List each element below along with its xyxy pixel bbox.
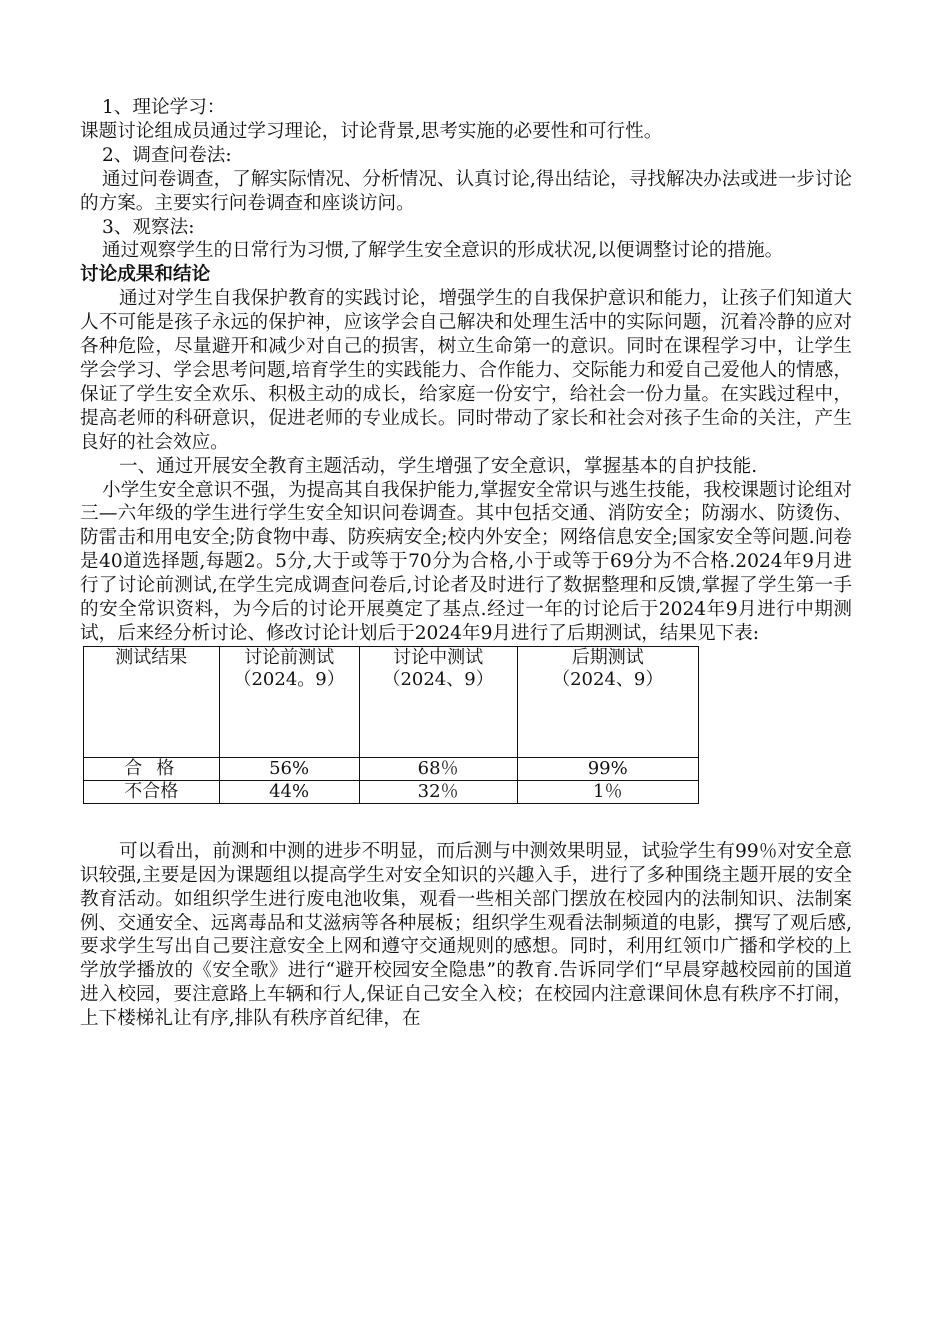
- method-1-title: 1、理论学习：: [102, 97, 226, 118]
- results-paragraph: 通过对学生自我保护教育的实践讨论，增强学生的自我保护意识和能力，让孩子们知道大人不可能是孩子永远的保护神，应该学会自己解决和处理生活中的实际问题，沉着冷静的应对各种危险，尽量避开和减少对自己的损害，树立生命第一的意识。同时在课程学习中，让学生学会学习、学会思考问题,培育学生的实践能力、合作能力、交际能力和爱自己爱他人的情感，保证了学生安全欢乐、积极主动的成长，给家庭一份安宁，给社会一份力量。在实践过程中，提高老师的科研意识，促进老师的专业成长。同时带动了家长和社会对孩子生命的关注，产生良好的社会效应。: [80, 288, 852, 453]
- table-row: [84, 780, 699, 803]
- table-header-row: [84, 646, 699, 757]
- subsection-1-title: 一、通过开展安全教育主题活动，学生增强了安全意识，掌握基本的自护技能.: [119, 455, 758, 477]
- document-page: [80, 96, 852, 1031]
- method-2-title: 2、调查问卷法:: [102, 144, 232, 166]
- row-label: 合格: [84, 757, 220, 780]
- survey-paragraph: 小学生安全意识不强，为提高其自我保护能力,掌握安全常识与逃生技能，我校课题讨论组对三—六年级的学生进行学生安全知识问卷调查。其中包括交通、消防安全；防溺水、防烫伤、防雷击和用电安全;防食物中毒、防疾病安全;校内外安全；网络信息安全;国家安全等问题.问卷是40道选择题,每题2。5分,大于或等于70分为合格,小于或等于69分为不合格.2024年9月进行了讨论前测试,在学生完成调查问卷后,讨论者及时进行了数据整理和反馈,掌握了学生第一手的安全常识资料，为今后的讨论开展奠定了基点.经过一年的讨论后于2024年9月进行中期测试，后来经分析讨论、修改讨论计划后于2024年9月进行了后期测试，结果见下表:: [80, 479, 852, 644]
- table-row: [84, 757, 699, 780]
- table-header-cell: 讨论前测试 （2024。9）: [219, 646, 359, 757]
- table-cell: 32％: [359, 780, 517, 803]
- method-1-text: 课题讨论组成员通过学习理论，讨论背景,思考实施的必要性和可行性。: [80, 120, 663, 142]
- method-3-text: 通过观察学生的日常行为习惯,了解学生安全意识的形成状况,以便调整讨论的措施。: [102, 240, 784, 262]
- table-cell: 68％: [359, 757, 517, 780]
- analysis-paragraph: 可以看出，前测和中测的进步不明显，而后测与中测效果明显，试验学生有99％对安全意识较强,主要是因为课题组以提高学生对安全知识的兴趣入手，进行了多种围绕主题开展的安全教育活动。如组织学生进行废电池收集，观看一些相关部门摆放在校园内的法制知识、法制案例、交通安全、远离毒品和艾滋病等各种展板；组织学生观看法制频道的电影，撰写了观后感,要求学生写出自己要注意安全上网和遵守交通规则的感想。同时，利用红领巾广播和学校的上学放学播放的《安全歌》进行“避开校园安全隐患”的教育.告诉同学们“早晨穿越校园前的国道进入校园，要注意路上车辆和行人,保证自己安全入校；在校园内注意课间休息有秩序不打闹，上下楼梯礼让有序,排队有秩序首纪律，在: [80, 840, 852, 1030]
- table-header-cell: 后期测试 （2024、9）: [517, 646, 699, 757]
- method-2-text: 通过问卷调查，了解实际情况、分析情况、认真讨论,得出结论，寻找解决办法或进一步讨论的方案。主要实行问卷调查和座谈访问。: [80, 168, 852, 214]
- section-heading: 讨论成果和结论: [80, 264, 211, 286]
- row-label: 不合格: [84, 780, 220, 803]
- method-3-title: 3、观察法:: [102, 216, 195, 238]
- table-cell: 1％: [517, 780, 699, 803]
- table-cell: 99%: [517, 757, 699, 780]
- table-cell: 56%: [219, 757, 359, 780]
- table-header-cell: 测试结果: [84, 646, 220, 757]
- results-table: [83, 646, 699, 804]
- table-header-cell: 讨论中测试 （2024、9）: [359, 646, 517, 757]
- spacer: [80, 804, 852, 840]
- table-cell: 44%: [219, 780, 359, 803]
